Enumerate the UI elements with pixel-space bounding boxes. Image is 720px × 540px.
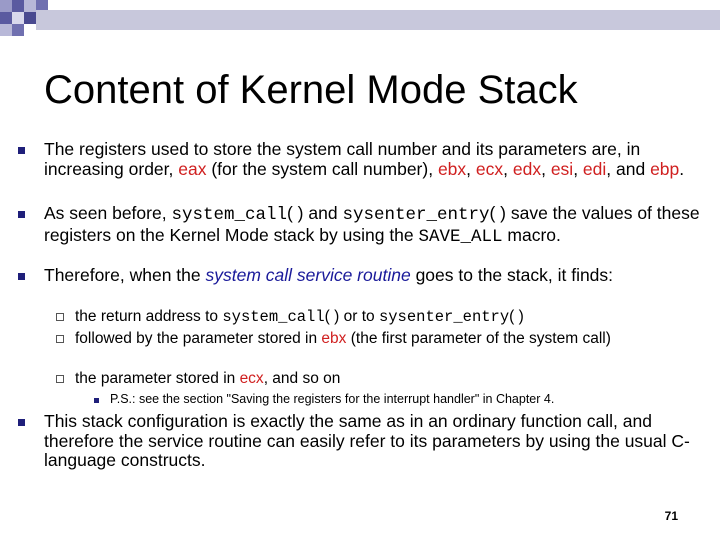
subsubbullet-ps-note: P.S.: see the section "Saving the registers for the interrupt handler" in Chapter 4. (110, 392, 555, 406)
subbullet-ecx-param: the parameter stored in ecx, and so on (75, 370, 341, 387)
register-eax: eax (178, 158, 207, 179)
bullet-save-all: As seen before, system_call( ) and sysenter_entry( ) save the values of these registers on the Kernel Mode stack by using the SAVE_ALL macro. (44, 203, 700, 247)
register-ebx: ebx (321, 330, 347, 347)
code-system-call: system_call (222, 308, 325, 326)
emphasis-service-routine: system call service routine (205, 265, 411, 285)
page-number: 71 (664, 509, 678, 523)
hollow-square-bullet-icon (56, 313, 64, 321)
slide-title: Content of Kernel Mode Stack (44, 68, 578, 112)
bullet-stack-configuration: This stack configuration is exactly the same as in an ordinary function call, and therefore the service routine can easily refer to its parameters by using the usual C-language constructs. (44, 411, 690, 470)
register-edx: edx (512, 158, 542, 179)
code-sysenter-entry: sysenter_entry (378, 308, 510, 326)
square-bullet-icon (94, 398, 99, 403)
code-system-call: system_call (171, 205, 287, 225)
register-ebx: ebx (437, 158, 467, 179)
square-bullet-icon (18, 147, 25, 154)
subbullet-return-address: the return address to system_call( ) or to sysenter_entry( ) (75, 308, 524, 326)
register-edi: edi (582, 158, 607, 179)
register-ebp: ebp (650, 158, 680, 179)
square-bullet-icon (18, 273, 25, 280)
bullet-registers: The registers used to store the system call number and its parameters are, in increasing order, eax (for the system call number), ebx, ecx, edx, esi, edi, and ebp. (44, 139, 685, 179)
square-bullet-icon (18, 211, 25, 218)
subbullet-ebx-param: followed by the parameter stored in ebx (the first parameter of the system call) (75, 330, 611, 347)
header-bar (36, 10, 720, 30)
register-esi: esi (550, 158, 574, 179)
bullet-stack-finds: Therefore, when the system call service routine goes to the stack, it finds: (44, 265, 614, 285)
code-sysenter-entry: sysenter_entry (342, 205, 490, 225)
code-save-all: SAVE_ALL (418, 226, 503, 247)
register-ecx: ecx (239, 370, 264, 387)
square-bullet-icon (18, 419, 25, 426)
hollow-square-bullet-icon (56, 335, 64, 343)
register-ecx: ecx (475, 158, 504, 179)
hollow-square-bullet-icon (56, 375, 64, 383)
